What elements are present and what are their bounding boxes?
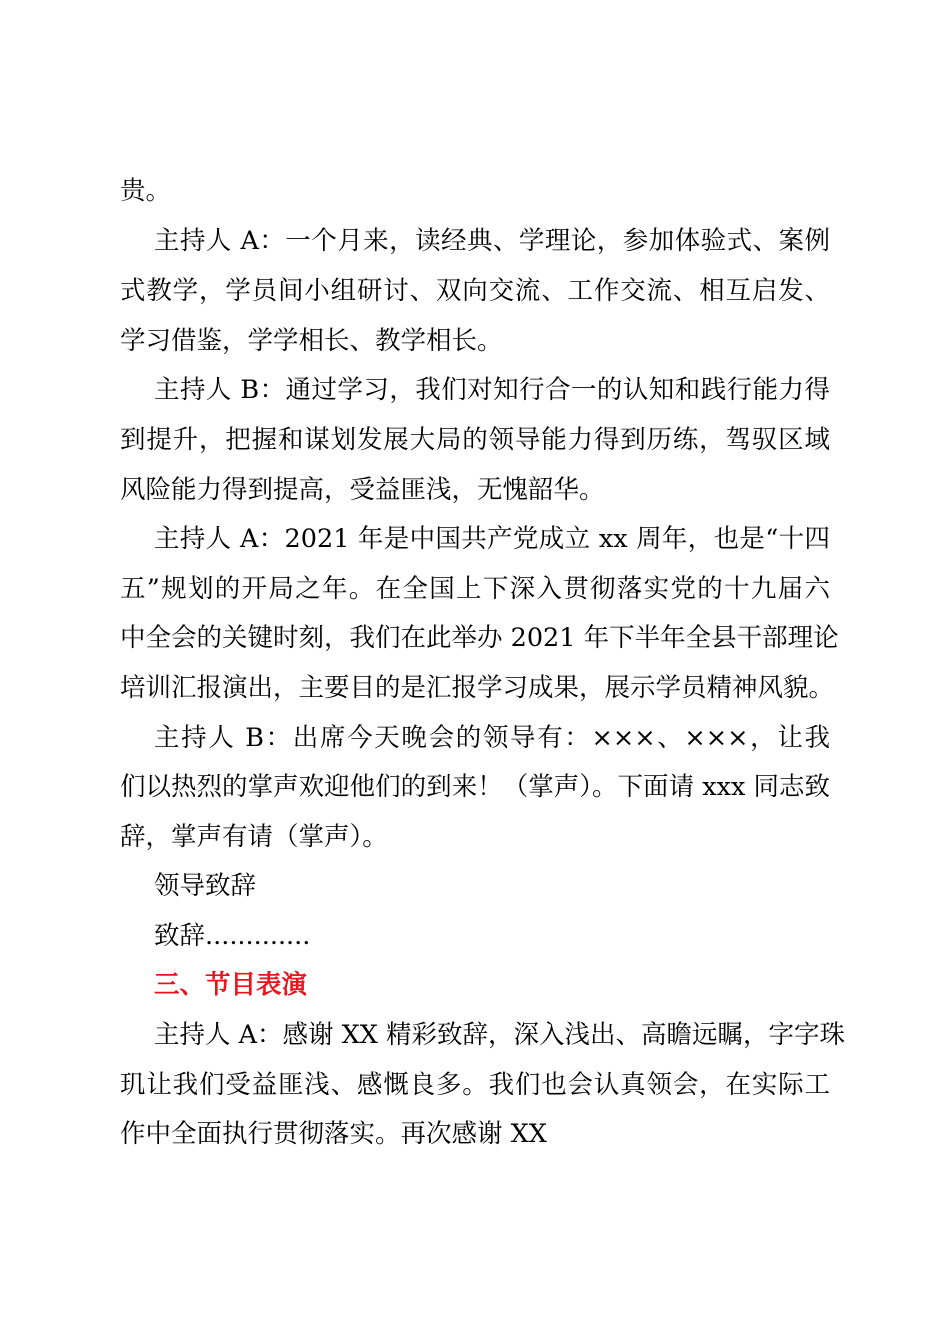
paragraph-line: 们以热烈的掌声欢迎他们的到来！（掌声）。下面请 xxx 同志致 [120,772,830,802]
paragraph-line: 主持人 A：一个月来，读经典、学理论，参加体验式、案例 [154,226,830,256]
paragraph-line: 主持人 A：感谢 XX 精彩致辞，深入浅出、高瞻远瞩，字字珠 [154,1020,846,1050]
paragraph-line: 主持人 A：2021 年是中国共产党成立 xx 周年，也是“十四 [154,524,830,554]
paragraph-line: 风险能力得到提高，受益匪浅，无愧韶华。 [120,475,605,505]
paragraph-line: 贵。 [120,176,172,206]
paragraph-line: 学习借鉴，学学相长、教学相长。 [120,326,503,356]
paragraph-line: 玑让我们受益匪浅、感慨良多。我们也会认真领会，在实际工 [120,1070,830,1100]
paragraph-line: 致辞............. [154,921,311,951]
paragraph-line: 式教学，学员间小组研讨、双向交流、工作交流、相互启发、 [120,276,830,306]
paragraph-line: 到提升，把握和谋划发展大局的领导能力得到历练，驾驭区域 [120,425,830,455]
section-heading: 三、节目表演 [154,970,308,1000]
paragraph-line: 中全会的关键时刻，我们在此举办 2021 年下半年全县干部理论 [120,623,839,653]
paragraph-line: 作中全面执行贯彻落实。再次感谢 XX [120,1119,547,1149]
paragraph-line: 领导致辞 [154,871,257,901]
paragraph-line: 五”规划的开局之年。在全国上下深入贯彻落实党的十九届六 [120,574,830,604]
paragraph-line: 辞，掌声有请（掌声）。 [120,822,388,852]
paragraph-line: 主持人 B：出席今天晚会的领导有：×××、×××，让我 [154,723,830,753]
paragraph-line: 主持人 B：通过学习，我们对知行合一的认知和践行能力得 [154,375,830,405]
paragraph-line: 培训汇报演出，主要目的是汇报学习成果，展示学员精神风貌。 [120,673,835,703]
